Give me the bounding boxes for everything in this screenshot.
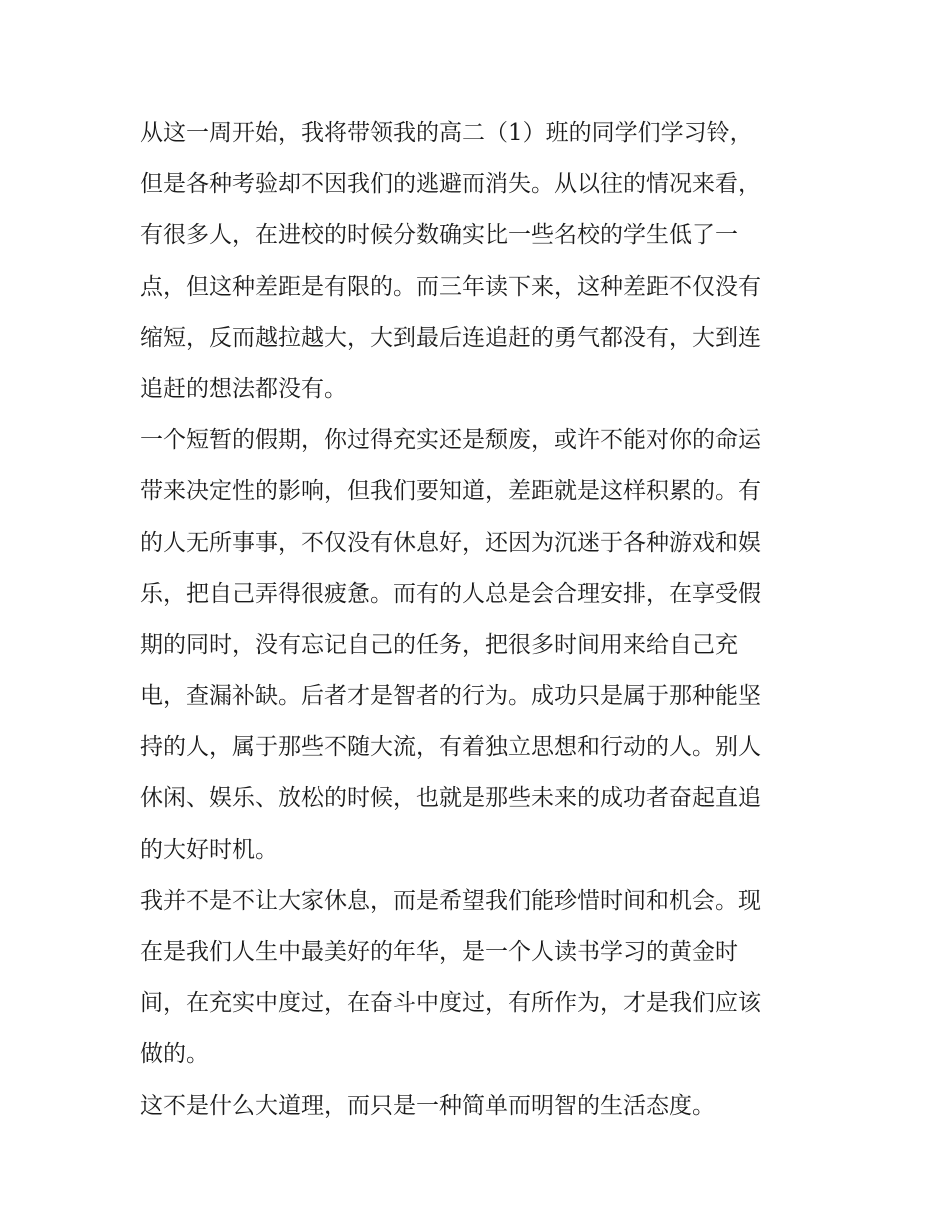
text-line: 期的同时，没有忘记自己的任务，把很多时间用来给自己充 <box>140 631 738 658</box>
text-line: 缩短，反而越拉越大，大到最后连追赶的勇气都没有，大到连 <box>140 324 761 351</box>
text-line: 从这一周开始，我将带领我的高二（1）班的同学们学习铃， <box>140 120 753 146</box>
paragraph-2 <box>140 415 820 876</box>
document-body <box>140 108 820 1132</box>
text-line: 追赶的想法都没有。 <box>140 375 347 402</box>
text-line: 持的人，属于那些不随大流，有着独立思想和行动的人。别人 <box>140 734 761 761</box>
text-line: 这不是什么大道理，而只是一种简单而明智的生活态度。 <box>140 1092 715 1119</box>
text-line: 在是我们人生中最美好的年华，是一个人读书学习的黄金时 <box>140 939 738 965</box>
paragraph-3 <box>140 876 820 1081</box>
text-line: 有很多人，在进校的时候分数确实比一些名校的学生低了一 <box>140 222 738 249</box>
text-line: 但是各种考验却不因我们的逃避而消失。从以往的情况来看， <box>140 171 761 198</box>
text-line: 的大好时机。 <box>140 836 278 863</box>
text-line: 做的。 <box>140 1041 209 1068</box>
text-line: 电，查漏补缺。后者才是智者的行为。成功只是属于那种能坚 <box>140 683 761 710</box>
text-line: 带来决定性的影响，但我们要知道，差距就是这样积累的。有 <box>140 478 761 505</box>
text-line: 点，但这种差距是有限的。而三年读下来，这种差距不仅没有 <box>140 273 761 300</box>
text-line: 的人无所事事，不仅没有休息好，还因为沉迷于各种游戏和娱 <box>140 529 761 556</box>
paragraph-1 <box>140 108 820 415</box>
text-line: 间，在充实中度过，在奋斗中度过，有所作为，才是我们应该 <box>140 990 761 1017</box>
text-line: 我并不是不让大家休息，而是希望我们能珍惜时间和机会。现 <box>140 887 761 914</box>
text-line: 乐，把自己弄得很疲惫。而有的人总是会合理安排，在享受假 <box>140 580 761 607</box>
text-line: 一个短暂的假期，你过得充实还是颓废，或许不能对你的命运 <box>140 427 761 454</box>
text-line: 休闲、娱乐、放松的时候，也就是那些未来的成功者奋起直追 <box>140 785 761 812</box>
paragraph-4 <box>140 1081 820 1132</box>
